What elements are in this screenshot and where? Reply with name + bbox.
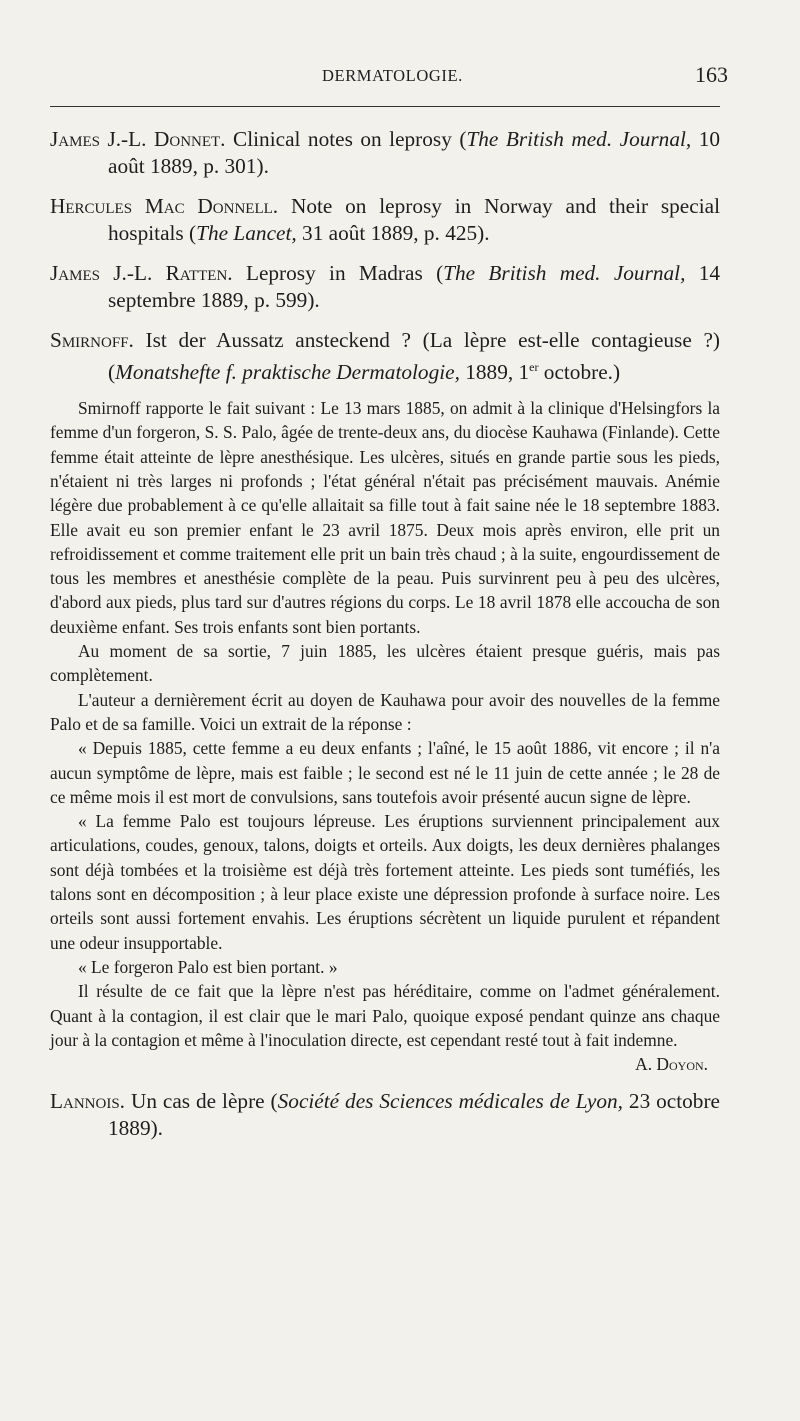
header-rule: [50, 106, 720, 107]
reference-details: 23 octobre 1889).: [108, 1089, 721, 1141]
reference-lannois: [50, 1088, 720, 1142]
reference-details: 14 septembre 1889, p. 599).: [108, 261, 720, 312]
reference-ratten: [50, 260, 720, 314]
reference-author: James J.-L. Ratten.: [50, 261, 233, 285]
paragraph: Au moment de sa sortie, 7 juin 1885, les ulcères étaient presque guéris, mais pas complètement.: [50, 641, 720, 686]
reference-author: Smirnoff.: [50, 328, 134, 352]
page-header: [60, 62, 728, 102]
paragraph-quote: « Depuis 1885, cette femme a eu deux enfants ; l'aîné, le 15 août 1886, vit encore ; il n'a aucun symptôme de lèpre, mais est faible ; le second est né le 11 juin de cette année ; le 28 de ce même mois il est mort de convulsions, sans toutefois avoir présenté aucun signe de lèpre.: [50, 738, 720, 807]
reference-details-end: octobre.): [538, 360, 621, 385]
reference-title: Ist der Aussatz ansteckend ? (La lèpre est-elle contagieuse ?) (: [108, 328, 720, 385]
reference-author: Hercules Mac Donnell.: [50, 194, 279, 218]
reference-details: 1889, 1: [459, 360, 530, 385]
page-number: 163: [695, 62, 728, 87]
reference-journal: The British med. Journal,: [443, 261, 686, 285]
reference-details: 10 août 1889, p. 301).: [108, 127, 721, 178]
reference-details: 31 août 1889, p. 425).: [296, 221, 490, 245]
paragraph-quote: « Le forgeron Palo est bien portant. »: [78, 956, 338, 977]
paragraph: Smirnoff rapporte le fait suivant : Le 13 mars 1885, on admit à la clinique d'Helsingfors la femme d'un forgeron, S. S. Palo, âgée de trente-deux ans, du diocèse Kauhawa (Finlande). Cette femme était atteinte de lèpre anesthésique. Les ulcères, situés en grande partie sous les pieds, n'étaient ni très larges ni profonds ; l'état général n'était pas précisément mauvais. Anémie légère due probablement à ce qu'elle allaitait sa fille tout à fait saine née le 18 septembre 1883. Elle avait eu son premier enfant le 23 avril 1875. Deux mois après environ, elle prit un refroidissement et comme traitement elle prit un bain très chaud ; à la suite, engourdissement de tous les membres et anesthésie complète de la peau. Puis survinrent peu à peu des ulcères, d'abord aux pieds, plus tard sur d'autres régions du corps. Le 18 avril 1878 elle accoucha de son deuxième enfant. Ses trois enfants sont bien portants.: [50, 398, 720, 637]
reference-journal: Société des Sciences médicales de Lyon,: [277, 1089, 623, 1114]
reference-journal: The Lancet,: [196, 221, 297, 245]
running-title: DERMATOLOGIE.: [322, 66, 463, 85]
reference-title: Leprosy in Madras (: [245, 261, 444, 285]
reference-macdonnell: [50, 193, 720, 247]
paragraph: Il résulte de ce fait que la lèpre n'est pas héréditaire, comme on l'admet généralement. Quant à la contagion, il est clair que le mari Palo, quoique exposé pendant quinze ans chaque jour à la contagion et même à l'inoculation directe, est cependant resté tout à fait indemne.: [50, 981, 720, 1050]
page-body: [50, 126, 720, 1155]
paragraph: L'auteur a dernièrement écrit au doyen de Kauhawa pour avoir des nouvelles de la femme Palo et de sa famille. Voici un extrait de la réponse :: [50, 689, 720, 734]
reference-title: Un cas de lèpre (: [130, 1089, 278, 1114]
reference-title: Note on leprosy in Norway and their special hospitals (: [108, 194, 721, 245]
reference-smirnoff: [50, 327, 720, 386]
paragraph-quote: « La femme Palo est toujours lépreuse. Les éruptions surviennent principalement aux articulations, coudes, genoux, talons, doigts et orteils. Aux doigts, les deux dernières phalanges sont déjà tombées et la troisième est déjà très fortement atteinte. Les pieds sont tuméfiés, les talons sont en décomposition ; à leur place existe une dépression profonde à surface noire. Les orteils sont aussi fortement envahis. Les éruptions sécrètent un liquide purulent et répandent une odeur insupportable.: [50, 811, 720, 953]
reference-author: James J.-L. Donnet.: [50, 127, 226, 151]
reference-journal: Monatshefte f. praktische Dermatologie,: [115, 360, 460, 385]
reference-journal: The British med. Journal,: [466, 127, 692, 151]
reference-superscript: er: [529, 360, 539, 374]
reference-author: Lannois.: [50, 1089, 126, 1114]
reference-donnet: [50, 126, 720, 180]
signature: A. Doyon.: [635, 1054, 708, 1075]
reference-title: Clinical notes on leprosy (: [233, 127, 467, 151]
